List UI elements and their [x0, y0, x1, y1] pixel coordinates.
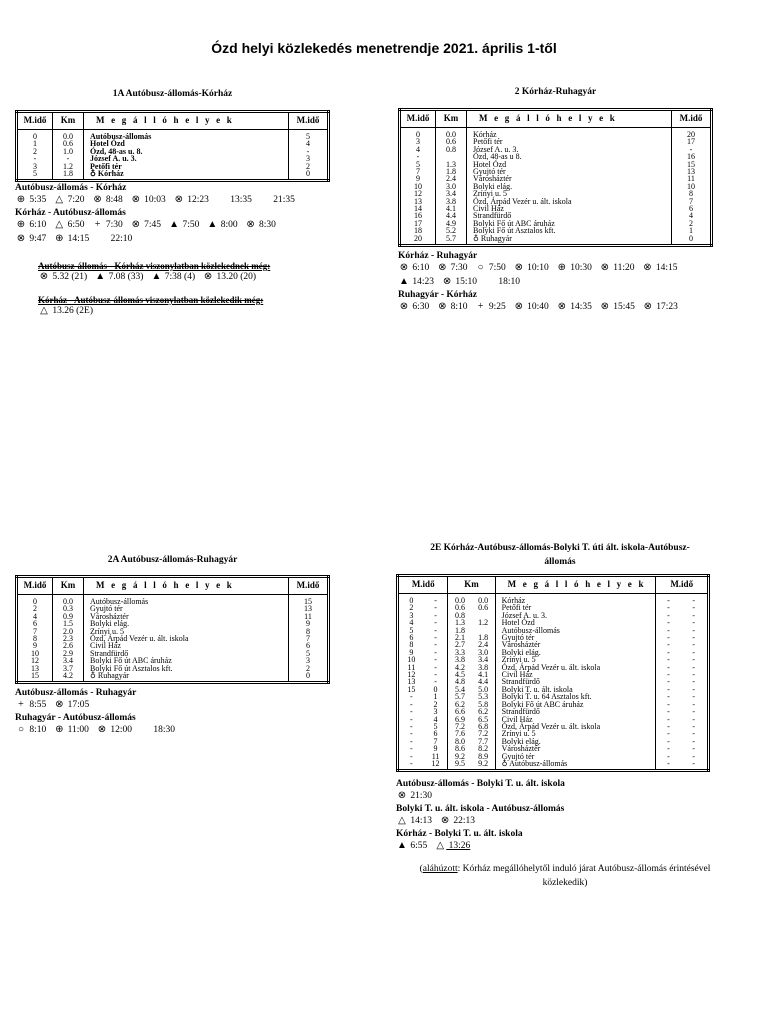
mido-col: 5 4 - 3 2 0 [289, 130, 329, 181]
timetable [398, 262, 728, 288]
departure-time [599, 301, 635, 313]
route-symbol: ⊗ [203, 271, 213, 282]
direction-title: Autóbusz-állomás - Kórház [15, 183, 127, 193]
stops-col: Autóbusz-állomás Gyujtó tér Városháztér Bolyki elág. Zrínyi u. 5 Ózd, Árpád Vezér u. ált. iskola Civil Ház Strandfürdő Bolyki Fő út ABC áruház Bolyki Fő út Asztalos kft. ♁ Ruhagyár [84, 595, 289, 683]
departure-time [92, 194, 123, 206]
route-symbol: ⊕ [557, 262, 566, 273]
col-stops: M e g á l l ó h e l y e k [84, 112, 289, 130]
time-value: 7:30 [448, 263, 468, 273]
route-symbol: ○ [477, 262, 484, 273]
mido-col: 20 17 - 16 15 13 11 10 8 7 6 4 2 1 0 [672, 128, 712, 246]
time-value: 9:47 [27, 234, 47, 244]
footnote-keyword: aláhúzott [422, 864, 458, 874]
time-value: 13:26 [446, 841, 471, 851]
route-symbol: ⊗ [643, 262, 652, 273]
time-value: 7.08 (33) [106, 272, 144, 282]
departure-time [168, 219, 199, 231]
departure-time [556, 262, 592, 274]
departure-time [92, 219, 123, 231]
departure-time [436, 301, 467, 313]
route-2a-schedule [15, 688, 345, 738]
route-symbol: ⊗ [600, 301, 610, 312]
departure-time [439, 815, 475, 827]
time-value: 9:25 [486, 302, 506, 312]
mido-col: 0 2 3 4 5 6 8 9 10 11 12 13 15 - - - - - - - - - - [398, 594, 424, 771]
departure-time [642, 301, 678, 313]
route-symbol: ⊕ [55, 724, 64, 735]
timetable [15, 724, 345, 736]
col-mido: M.idő [400, 110, 436, 128]
departure-time [475, 301, 506, 313]
route-symbol: ▲ [397, 840, 407, 851]
time-value: 10:40 [524, 302, 549, 312]
departure-time [96, 233, 132, 245]
time-value: 7:20 [65, 195, 85, 205]
time-value: 13.20 (20) [214, 272, 257, 282]
time-value: 17:05 [65, 700, 90, 710]
col-km: Km [53, 112, 84, 130]
direction-title: Kórház - Bolyki T. u. ált. iskola [396, 829, 523, 839]
time-row [398, 276, 728, 288]
col-mido: M.idő [656, 576, 709, 594]
route-symbol: ⊗ [399, 262, 409, 273]
time-row [398, 301, 728, 313]
time-value: 15:45 [610, 302, 635, 312]
col-mido: M.idő [17, 577, 53, 595]
col-stops: M e g á l l ó h e l y e k [467, 110, 672, 128]
route-1a-table [15, 110, 330, 182]
route-2e-title: 2E Kórház-Autóbusz-állomás-Bolyki T. úti ált. iskola-Autóbusz-állomás [430, 543, 690, 567]
route-symbol: + [477, 301, 484, 312]
km-col: 0.0 0.6 0.8 1.3 1.8 2.4 3.0 3.4 3.8 4.1 4.4 4.9 5.2 5.7 [436, 128, 467, 246]
timetable [15, 194, 345, 206]
time-value: 18:10 [496, 277, 521, 287]
route-symbol: ▲ [95, 271, 106, 282]
time-value: 10:30 [567, 263, 592, 273]
time-value: 10:03 [141, 195, 166, 205]
time-value: 8:48 [103, 195, 123, 205]
departure-time [130, 219, 161, 231]
time-value: 5.32 (21) [50, 272, 88, 282]
route-symbol: ⊗ [97, 724, 107, 735]
timetable [396, 840, 736, 852]
time-value: 8:10 [27, 725, 47, 735]
departure-time [398, 276, 434, 288]
departure-time [94, 271, 143, 283]
timetable [15, 219, 345, 245]
departure-time [484, 276, 520, 288]
departure-time [173, 194, 209, 206]
departure-time [259, 194, 295, 206]
time-value: 11:00 [65, 725, 89, 735]
route-symbol: ⊗ [246, 219, 255, 230]
route-symbol: △ [398, 815, 406, 826]
departure-time [398, 262, 429, 274]
departure-time [15, 699, 46, 711]
departure-time [38, 271, 87, 283]
timetable [398, 301, 728, 313]
time-value: 7:50 [486, 263, 506, 273]
departure-time [396, 815, 432, 827]
route-symbol: △ [55, 219, 64, 230]
time-row [15, 233, 345, 245]
mido-col: - - - - - - - - - - - - - - - - - - - - - - - [680, 594, 708, 771]
route-symbol: ⊗ [438, 262, 447, 273]
col-mido: M.idő [289, 577, 329, 595]
time-value: 6:10 [27, 220, 47, 230]
departure-time [15, 194, 46, 206]
route-symbol: ▲ [399, 276, 409, 287]
timetable [396, 790, 736, 802]
departure-time [130, 194, 166, 206]
km-col: 0.0 0.6 0.8 1.3 1.8 2.1 2.7 3.3 3.8 4.2 4.5 4.8 5.4 5.7 6.2 6.6 6.9 7.2 7.6 8.0 8.6 9.2 9.5 [448, 594, 472, 771]
time-value: 14:35 [567, 302, 592, 312]
time-row [38, 271, 338, 283]
note: Autóbusz-állomás - Kórház viszonylatban közlekednek még: [38, 261, 271, 271]
time-value: 18:30 [150, 725, 175, 735]
time-value: 14:15 [653, 263, 678, 273]
departure-time [139, 724, 175, 736]
departure-time [513, 262, 549, 274]
departure-time [216, 194, 252, 206]
route-2a-table [15, 575, 330, 684]
route-1a-schedule [15, 183, 345, 247]
departure-time [53, 724, 89, 736]
time-value: 7:45 [141, 220, 162, 230]
departure-time [15, 219, 46, 231]
direction-title: Bolyki T. u. ált. iskola - Autóbusz-állomás [396, 804, 565, 814]
route-symbol: ⊗ [643, 301, 653, 312]
route-symbol: ⊕ [16, 194, 26, 205]
timetable [396, 815, 736, 827]
route-symbol: ⊗ [442, 276, 452, 287]
stops-col: Kórház Petőfi tér József A. u. 3. Hotel Ózd Autóbusz-állomás Gyujtó tér Városháztér Bolyki elág. Zrínyi u. 5 Ózd, Árpád Vezér u. ált. iskola Civil Ház Strandfürdő Bolyki T. u. ált. iskola Bolyki T. u. 64 Asztalos kft. Bolyki Fő út ABC áruház Strandfürdő Civil Ház Ózd, Árpád Vezér u. ált. iskola Zrínyi u. 5 Bolyki elág. Városháztér Gyujtó tér ♁ Autóbusz-állomás [495, 594, 656, 771]
time-row [15, 194, 345, 206]
route-symbol: ⊗ [55, 699, 64, 710]
time-value: 22:10 [108, 234, 133, 244]
departure-time [245, 219, 276, 231]
route-symbol: ⊗ [131, 194, 140, 205]
footnote: (aláhúzott: Kórház megállóhelytől induló járat Autóbusz-állomás érintésével közlekedik) [419, 864, 711, 888]
col-stops: M e g á l l ó h e l y e k [84, 577, 289, 595]
departure-time [53, 699, 89, 711]
departure-time [96, 724, 132, 736]
time-value: 21:30 [408, 791, 433, 801]
departure-time [556, 301, 592, 313]
departure-time [38, 305, 93, 317]
time-value: 6:55 [408, 841, 428, 851]
time-row [396, 840, 736, 852]
route-symbol: + [94, 219, 101, 230]
route-symbol: ⊗ [397, 790, 407, 801]
route-symbol: ⊗ [93, 194, 102, 205]
time-value: 17:23 [653, 302, 678, 312]
departure-time [150, 271, 195, 283]
time-value: 7:38 (4) [162, 272, 196, 282]
departure-time [396, 840, 427, 852]
departure-time [475, 262, 506, 274]
route-symbol: ⊗ [438, 301, 447, 312]
mido-col: 0 2 4 6 7 8 9 10 12 13 15 [17, 595, 53, 683]
departure-time [15, 724, 46, 736]
departure-time [434, 840, 470, 852]
departure-time [396, 790, 432, 802]
route-symbol: ⊗ [440, 815, 450, 826]
route-symbol: ▲ [151, 271, 162, 282]
time-row [398, 262, 728, 274]
departure-time [53, 194, 84, 206]
route-symbol: △ [40, 305, 48, 316]
route-2e-table [396, 574, 710, 772]
time-value: 8:10 [448, 302, 468, 312]
time-value: 12:23 [184, 195, 209, 205]
route-2a-title: 2A Autóbusz-állomás-Ruhagyár [107, 555, 238, 565]
departure-time [599, 262, 635, 274]
time-value: 7:50 [180, 220, 200, 230]
time-value: 22:13 [451, 816, 476, 826]
departure-time [53, 233, 89, 245]
mido-col: 0 1 2 - 3 5 [17, 130, 53, 181]
time-row [15, 219, 345, 231]
departure-time [398, 301, 429, 313]
route-symbol: ⊗ [399, 301, 409, 312]
departure-time [513, 301, 549, 313]
mido-col: - - - - - - - - - - - - 0 1 2 3 4 5 6 7 9 11 12 [424, 594, 448, 771]
route-symbol: + [18, 699, 24, 710]
col-stops: M e g á l l ó h e l y e k [495, 576, 656, 594]
departure-time [206, 219, 237, 231]
route-symbol: ⊗ [174, 194, 183, 205]
time-value: 6:10 [410, 263, 430, 273]
departure-time [15, 233, 46, 245]
route-symbol: ⊕ [55, 233, 64, 244]
time-value: 8:55 [27, 700, 47, 710]
km-col: 0.0 0.3 0.9 1.5 2.0 2.3 2.6 2.9 3.4 3.7 4.2 [53, 595, 84, 683]
time-value: 13:35 [227, 195, 252, 205]
note: Kórház - Autóbusz-állomás viszonylatban közlekedik még: [38, 295, 264, 305]
col-km: Km [436, 110, 467, 128]
mido-col: - - - - - - - - - - - - - - - - - - - - - - - [656, 594, 681, 771]
route-symbol: △ [55, 194, 64, 205]
km-col: 0.0 0.6 1.0 - 1.2 1.8 [53, 130, 84, 181]
time-row [396, 790, 736, 802]
page-title: Ózd helyi közlekedés menetrendje 2021. április 1-től [211, 40, 557, 56]
route-2-table [398, 108, 713, 247]
col-mido: M.idő [17, 112, 53, 130]
time-value: 14:13 [408, 816, 433, 826]
route-1a-title: 1A Autóbusz-állomás-Kórház [112, 89, 233, 99]
footnote-text: : Kórház megállóhelytől induló járat Autóbusz-állomás érintésével közlekedik) [457, 864, 711, 888]
time-value: 11:20 [610, 263, 635, 273]
departure-time [436, 262, 467, 274]
route-symbol: ⊗ [16, 233, 26, 244]
direction-title: Autóbusz-állomás - Ruhagyár [15, 688, 137, 698]
time-value: 10:10 [524, 263, 549, 273]
timetable [38, 305, 338, 317]
time-value: 12:00 [107, 725, 132, 735]
route-symbol: ▲ [169, 219, 180, 230]
timetable [15, 699, 345, 711]
time-row [15, 724, 345, 736]
time-value: 6:30 [410, 302, 430, 312]
col-km: Km [448, 576, 495, 594]
departure-time [202, 271, 256, 283]
route-symbol: ▲ [207, 219, 218, 230]
mido-col: 15 13 11 9 8 7 6 5 3 2 0 [289, 595, 329, 683]
route-symbol: ⊗ [600, 262, 610, 273]
route-symbol: ⊗ [557, 301, 566, 312]
route-symbol: △ [436, 840, 445, 851]
route-symbol: ⊗ [514, 262, 523, 273]
direction-title: Ruhagyár - Kórház [398, 290, 477, 300]
departure-time [441, 276, 477, 288]
route-1a-notes [38, 255, 338, 319]
departure-time [642, 262, 678, 274]
km-col: 0.0 0.6 1.2 1.8 2.4 3.0 3.4 3.8 4.1 4.4 5.0 5.3 5.8 6.2 6.5 6.8 7.2 7.7 8.2 8.9 9.2 [472, 594, 496, 771]
col-mido: M.idő [289, 112, 329, 130]
time-value: 21:35 [270, 195, 295, 205]
stops-col: Autóbusz-állomás Hotel Ózd Ózd, 48-as u. 8. József A. u. 3. Petőfi tér ♁ Kórház [84, 130, 289, 181]
time-value: 5:35 [27, 195, 47, 205]
direction-title: Ruhagyár - Autóbusz-állomás [15, 713, 136, 723]
route-symbol: ○ [17, 724, 25, 735]
direction-title: Kórház - Ruhagyár [398, 251, 478, 261]
time-value: 13.26 (2E) [50, 306, 94, 316]
time-row [396, 815, 736, 827]
time-value: 8:00 [218, 220, 238, 230]
time-value: 14:23 [410, 277, 435, 287]
time-value: 6:50 [65, 220, 85, 230]
time-value: 14:15 [65, 234, 90, 244]
timetable [38, 271, 338, 283]
route-2-schedule [398, 251, 728, 315]
time-row [15, 699, 345, 711]
route-symbol: ⊗ [131, 219, 140, 230]
route-2e-schedule [396, 779, 736, 854]
route-symbol: ⊕ [16, 219, 26, 230]
col-mido: M.idő [398, 576, 448, 594]
departure-time [53, 219, 84, 231]
time-row [38, 305, 338, 317]
time-value: 7:30 [103, 220, 123, 230]
col-km: Km [53, 577, 84, 595]
stops-col: Kórház Petőfi tér József A. u. 3. Ózd, 48-as u 8. Hotel Ózd Gyujtó tér Városháztér Bolyki elág. Zrínyi u. 5 Ózd, Árpád Vezér u. ált. iskola Civil Ház Strandfürdő Bolyki Fő út ABC áruház Bolyki Fő út Asztalos kft. ♁ Ruhagyár [467, 128, 672, 246]
time-value: 8:30 [256, 220, 276, 230]
route-symbol: ⊗ [39, 271, 49, 282]
col-mido: M.idő [672, 110, 712, 128]
route-symbol: ⊗ [514, 301, 523, 312]
direction-title: Kórház - Autóbusz-állomás [15, 208, 126, 218]
mido-col: 0 3 4 - 5 7 9 10 12 13 14 16 17 18 20 [400, 128, 436, 246]
direction-title: Autóbusz-állomás - Bolyki T. u. ált. iskola [396, 779, 565, 789]
route-2-title: 2 Kórház-Ruhagyár [514, 87, 597, 97]
time-value: 15:10 [453, 277, 478, 287]
